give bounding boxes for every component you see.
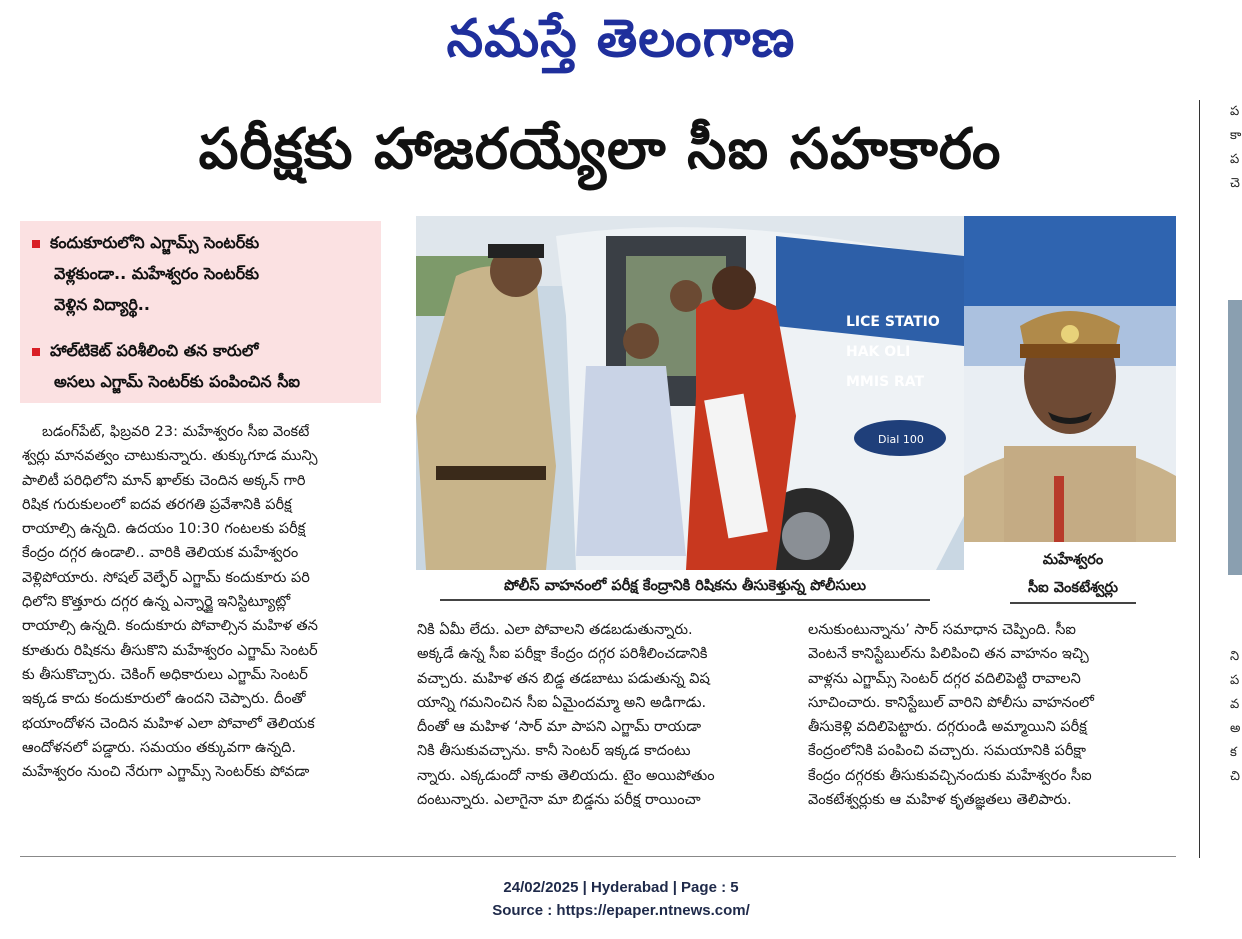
- highlight-line: హాల్‌టికెట్ పరిశీలించి తన కారులో: [50, 341, 259, 360]
- article-line: న్నారు. ఎక్కడుందో నాకు తెలియదు. టైం అయిపోతుం: [417, 767, 715, 784]
- edge-glyph: క: [1230, 745, 1237, 760]
- adjacent-article-fragment-2: [1230, 645, 1240, 789]
- edge-glyph: ప: [1230, 673, 1240, 688]
- news-photo-drawing: [416, 216, 964, 570]
- edge-glyph: కా: [1230, 128, 1242, 143]
- article-line: అక్కడే ఉన్న సీఐ పరీక్షా కేంద్రం దగ్గర పరిశీలించడానికి: [417, 646, 708, 663]
- bullet-square-icon: [32, 240, 40, 248]
- article-line: నికి ఏమీ లేదు. ఎలా పోవాలని తడబడుతున్నారు.: [417, 622, 693, 638]
- edge-glyph: ని: [1230, 649, 1240, 664]
- highlight-line: వెళ్లకుండా.. మహేశ్వరం సెంటర్‌కు: [54, 264, 260, 283]
- column-divider: [1199, 100, 1200, 858]
- highlight-bullet-2: [32, 335, 300, 397]
- ci-portrait: [964, 216, 1176, 542]
- article-line: దీంతో ఆ మహిళ ‘సార్ మా పాపని ఎగ్జామ్ రాయడా: [417, 719, 702, 736]
- article-line: మహేశ్వరం నుంచి నేరుగా ఎగ్జామ్స్ సెంటర్‌కు పోవడా: [22, 764, 310, 781]
- news-photo: [416, 216, 964, 570]
- article-line: దంటున్నారు. ఎలాగైనా మా బిడ్డను పరీక్ష రాయించా: [417, 792, 701, 809]
- article-line: యాన్ని గమనించిన సీఐ ఏమైందమ్మా అని అడిగాడు.: [417, 694, 707, 711]
- article-line: రాయాల్సి ఉన్నది. ఉదయం 10:30 గంటలకు పరీక్ష: [22, 521, 306, 538]
- article-line: వచ్చారు. మహిళ తన బిడ్డ తడబాటు పడుతున్న విష: [417, 670, 710, 687]
- article-column-3: [808, 618, 1180, 812]
- article-line: రిషిక గురుకులంలో ఐదవ తరగతి ప్రవేశానికి పరీక్ష: [22, 496, 292, 513]
- highlights-box: [20, 221, 381, 403]
- highlight-bullet-1: [32, 227, 259, 320]
- van-text: LICE STATIO: [846, 314, 940, 330]
- article-line: కేంద్రం దగ్గరకు తీసుకువచ్చినందుకు మహేశ్వరం సీఐ: [808, 767, 1092, 784]
- article-line: బడంగ్‌పేట్, ఫిబ్రవరి 23: మహేశ్వరం సీఐ వెంకటే: [42, 424, 310, 440]
- article-line: శ్వర్లు మానవత్వం చాటుకున్నారు. తుక్కుగూడ మున్సి: [22, 448, 318, 465]
- footer-date-line: 24/02/2025 | Hyderabad | Page : 5: [503, 879, 739, 896]
- bullet-square-icon: [32, 348, 40, 356]
- article-line: నికి తీసుకువచ్చాను. కానీ సెంటర్ ఇక్కడ కాదంటు: [417, 743, 691, 760]
- article-line: ధిలోని కొత్తూరు దగ్గర ఉన్న ఎన్నార్జై ఇనిస్టిట్యూట్లో: [22, 594, 291, 611]
- edge-glyph: ప: [1230, 104, 1240, 119]
- ci-caption-line: సీఐ వెంకటేశ్వర్లు: [1027, 580, 1119, 596]
- van-text: MMIS RAT: [846, 374, 925, 390]
- ci-caption-line: మహేశ్వరం: [1042, 552, 1104, 568]
- article-line: వెంకటేశ్వర్లుకు ఆ మహిళ కృతజ్ఞతలు తెలిపారు.: [808, 792, 1072, 809]
- photo-caption: పోలీస్ వాహనంలో పరీక్ష కేంద్రానికి రిషికను తీసుకెళ్తున్న పోలీసులు: [440, 573, 930, 601]
- article-line: భయాందోళన చెందిన మహిళ ఎలా పోవాలో తెలియక: [22, 715, 315, 732]
- article-line: వాళ్లను ఎగ్జామ్స్ సెంటర్ దగ్గర వదిలిపెట్టి రావాలని: [808, 670, 1081, 687]
- article-column-2: [417, 618, 789, 812]
- edge-glyph: వ: [1230, 697, 1240, 712]
- edge-glyph: ప: [1230, 152, 1240, 167]
- edge-glyph: అ: [1230, 721, 1241, 736]
- article-line: పాలిటీ పరిధిలోని మాన్ ఖాల్‌కు చెందిన అక్కన్ గారి: [22, 472, 306, 489]
- article-column-1: [22, 420, 386, 784]
- highlight-line: అసలు ఎగ్జామ్ సెంటర్‌కు పంపించిన సీఐ: [54, 372, 301, 391]
- highlight-line: వెళ్లిన విద్యార్థి..: [54, 295, 150, 314]
- adjacent-article-fragment: [1230, 100, 1241, 196]
- dial-100-badge: Dial 100: [878, 433, 924, 446]
- highlight-line: కందుకూరులోని ఎగ్జామ్స్ సెంటర్‌కు: [50, 233, 260, 252]
- edge-glyph: చె: [1230, 176, 1240, 191]
- ci-portrait-caption: [1010, 546, 1136, 604]
- article-line: కు తీసుకొచ్చారు. చెకింగ్ అధికారులు ఎగ్జామ్ సెంటర్: [22, 666, 308, 683]
- article-line: వెళ్లిపోయారు. సోషల్ వెల్ఫేర్ ఎగ్జామ్ కందుకూరు పరి: [22, 569, 310, 586]
- ci-portrait-drawing: [964, 216, 1176, 542]
- article-line: లనుకుంటున్నాను’ సార్ సమాధాన చెప్పింది. సీఐ: [808, 622, 1076, 638]
- page-bottom-rule: [20, 856, 1176, 857]
- adjacent-photo-fragment: [1228, 300, 1242, 575]
- article-line: వెంటనే కానిస్టేబుల్‌ను పిలిపించి తన వాహనం ఇచ్చి: [808, 646, 1089, 663]
- article-line: సూచించారు. కానిస్టేబుల్ వారిని పోలీసు వాహనంలో: [808, 694, 1094, 711]
- article-line: ఇక్కడ కాదు కందుకూరులో ఉందని చెప్పారు. దీంతో: [22, 691, 306, 708]
- page-footer: [0, 876, 1242, 922]
- van-text: HAK OLI: [846, 344, 911, 360]
- article-line: ఆందోళనలో పడ్డారు. సమయం తక్కువగా ఉన్నది.: [22, 739, 296, 756]
- article-line: కేంద్రం దగ్గర ఉండాలి.. వారికి తెలియక మహేశ్వరం: [22, 545, 299, 562]
- article-line: కేంద్రంలోనికి పంపించి వచ్చారు. సమయానికి పరీక్షా: [808, 743, 1086, 760]
- article-headline: పరీక్షకు హాజరయ్యేలా సీఐ సహకారం: [198, 117, 1002, 182]
- article-line: తీసుకెళ్లి వదిలిపెట్టారు. దగ్గరుండి అమ్మాయిని పరీక్ష: [808, 719, 1087, 736]
- article-line: కూతురు రిషికను తీసుకొని మహేశ్వరం ఎగ్జామ్ సెంటర్: [22, 642, 318, 659]
- masthead-logo: నమస్తే తెలంగాణ: [446, 9, 796, 69]
- footer-source-line[interactable]: Source : https://epaper.ntnews.com/: [492, 902, 750, 919]
- edge-glyph: చి: [1230, 769, 1240, 784]
- article-line: రాయాల్సి ఉన్నది. కందుకూరు పోవాల్సిన మహిళ తన: [22, 618, 318, 635]
